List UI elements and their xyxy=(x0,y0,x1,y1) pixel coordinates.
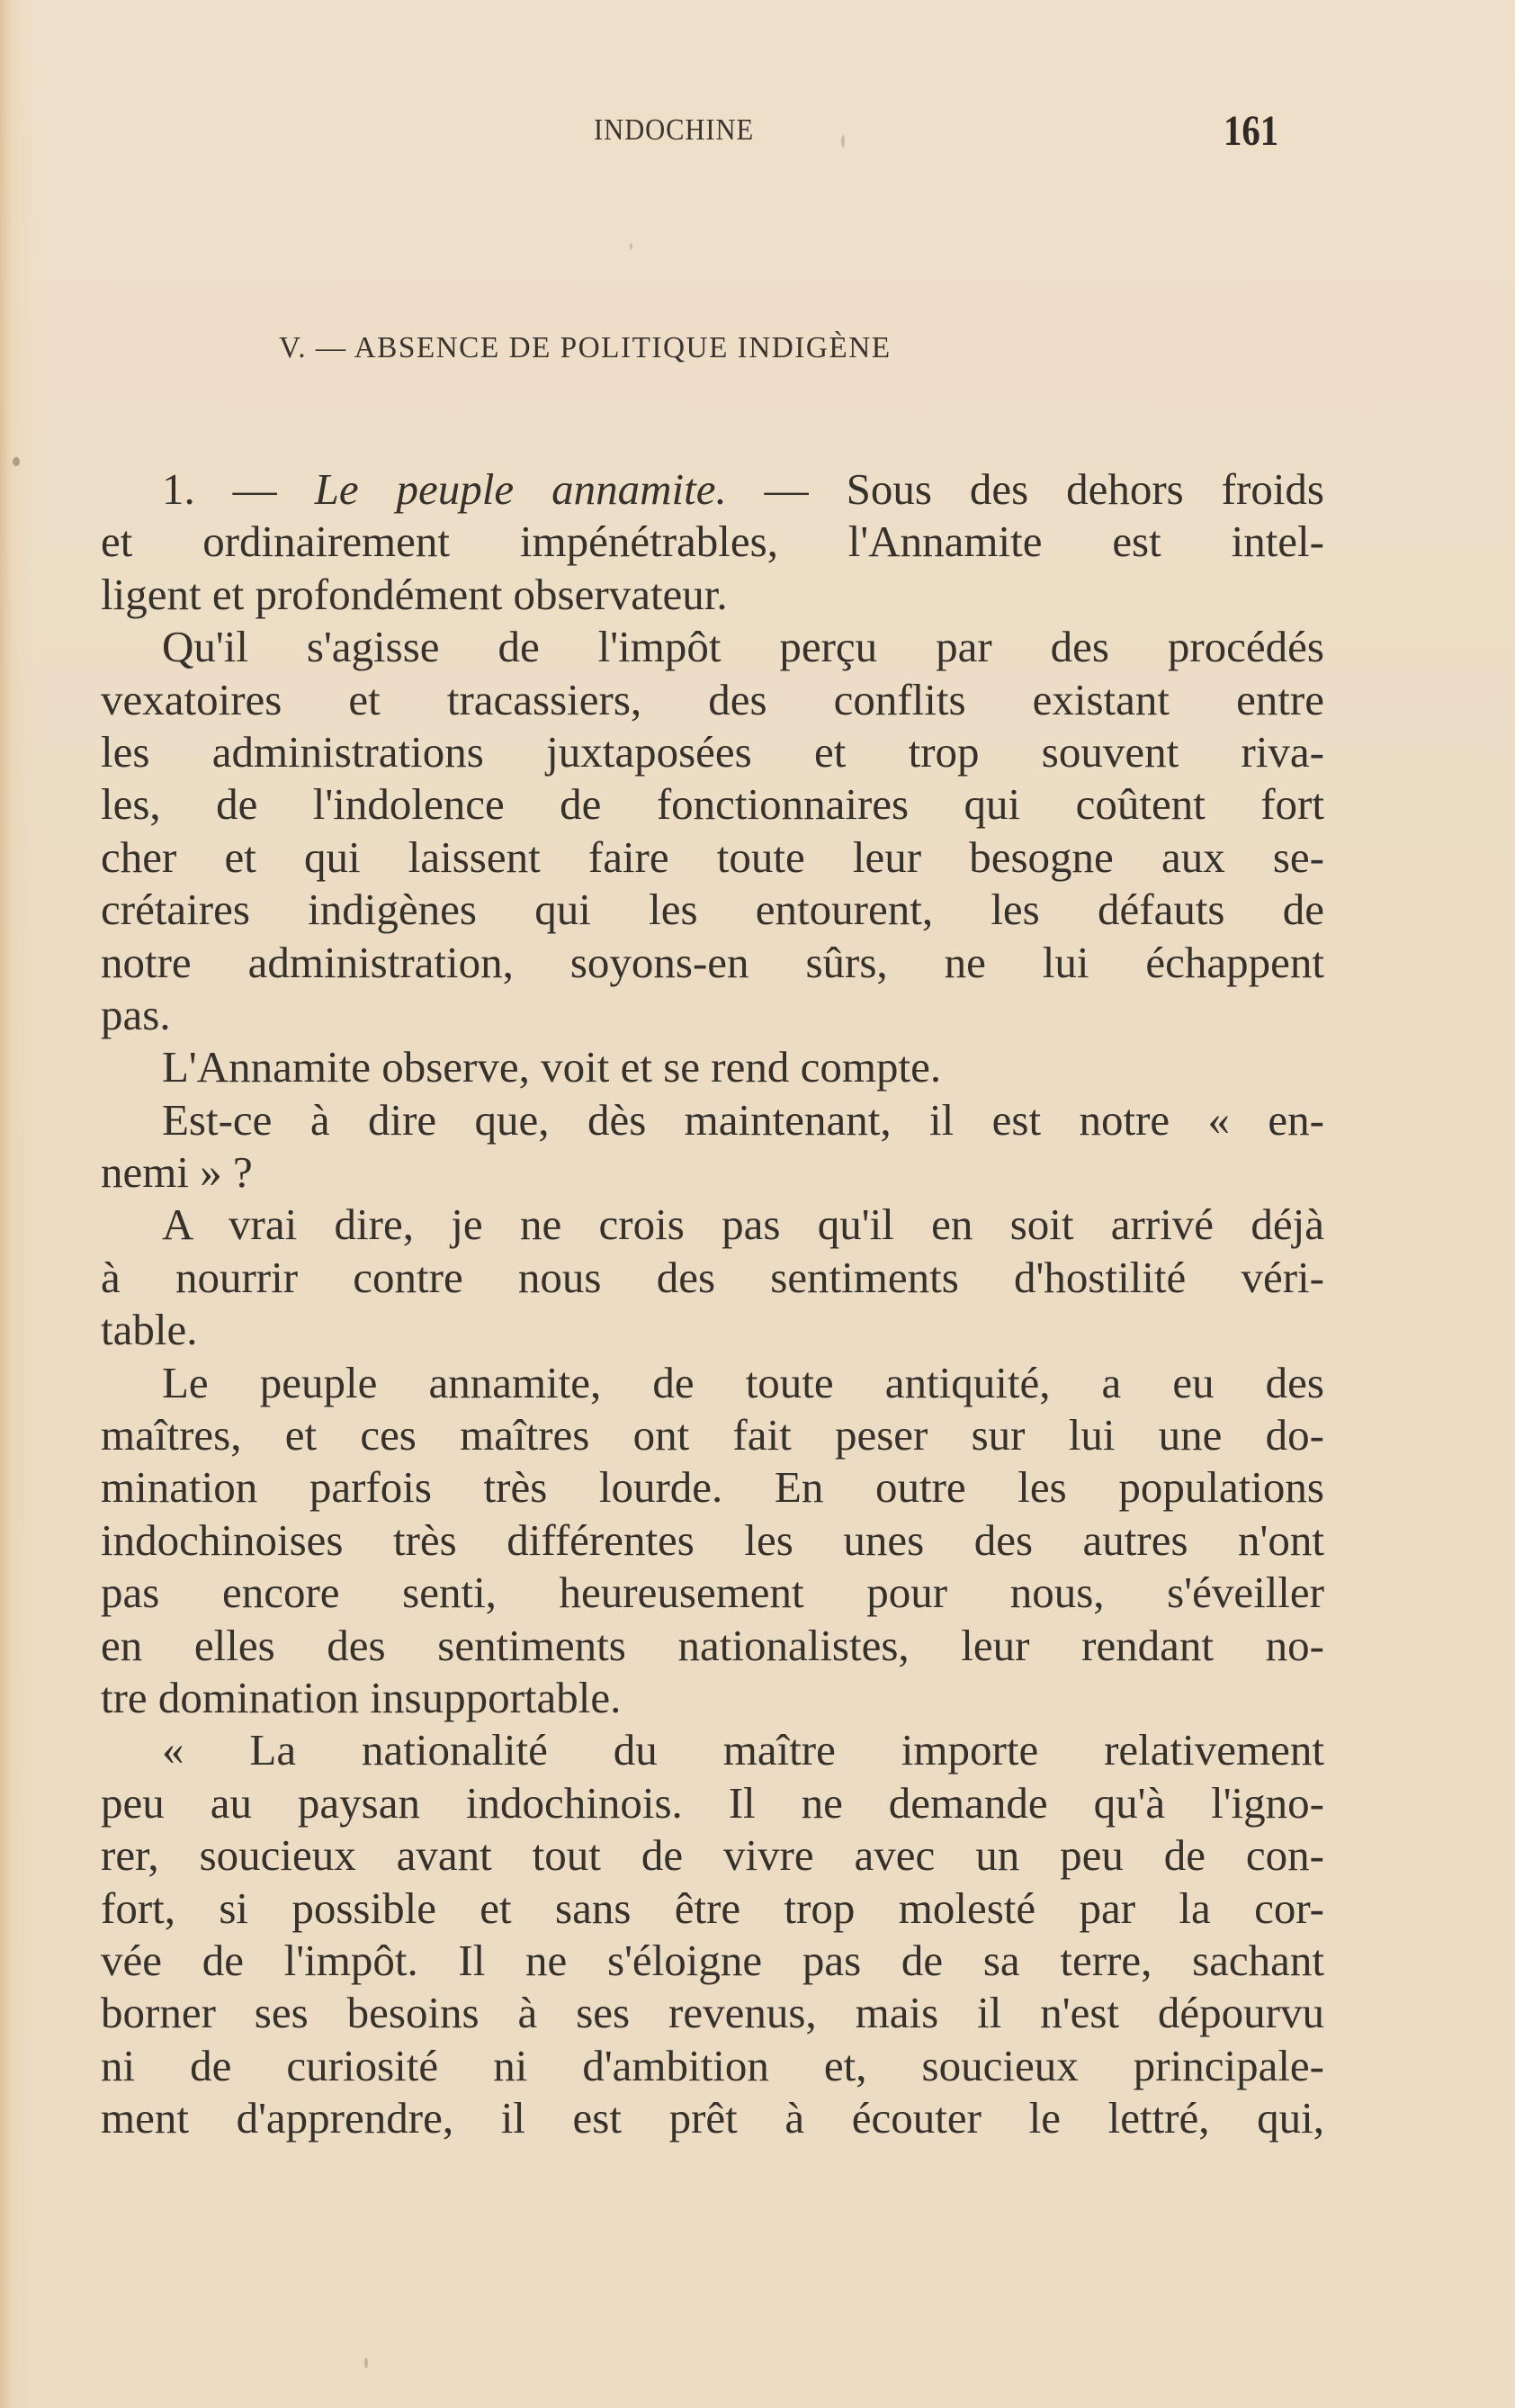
running-head xyxy=(0,106,1515,160)
text-line: en elles des sentiments nationalistes, leur rendant no- xyxy=(101,1620,1324,1670)
section-heading: V. — ABSENCE DE POLITIQUE INDIGÈNE xyxy=(279,331,892,364)
text-line: ment d'apprendre, il est prêt à écouter le lettré, qui, xyxy=(101,2093,1324,2143)
paper-speck xyxy=(364,2358,368,2368)
subsection-title: Le peuple annamite. xyxy=(314,464,727,514)
text-line: à nourrir contre nous des sentiments d'hostilité véri- xyxy=(101,1252,1324,1302)
text-line: rer, soucieux avant tout de vivre avec un peu de con- xyxy=(101,1830,1324,1881)
text-line: mination parfois très lourde. En outre les populations xyxy=(101,1462,1324,1513)
text-line: « La nationalité du maître importe relativement xyxy=(162,1725,1324,1775)
text-line: fort, si possible et sans être trop molesté par la cor- xyxy=(101,1882,1324,1933)
text-line: indochinoises très différentes les unes des autres n'ont xyxy=(101,1514,1324,1565)
text-line: Qu'il s'agisse de l'impôt perçu par des procédés xyxy=(162,622,1324,672)
page-number: 161 xyxy=(1224,107,1279,155)
text-line: pas encore senti, heureusement pour nous, s'éveiller xyxy=(101,1568,1324,1618)
text-line: Est-ce à dire que, dès maintenant, il est notre « en- xyxy=(162,1094,1324,1145)
text-line: vée de l'impôt. Il ne s'éloigne pas de sa terre, sachant xyxy=(101,1935,1324,1985)
text-line xyxy=(101,463,1324,516)
text-line: A vrai dire, je ne crois pas qu'il en soit arrivé déjà xyxy=(162,1200,1324,1250)
text-line: cher et qui laissent faire toute leur besogne aux se- xyxy=(101,831,1324,882)
text-line: peu au paysan indochinois. Il ne demande qu'à l'igno- xyxy=(101,1777,1324,1828)
text-line: tre domination insupportable. xyxy=(101,1672,622,1722)
text-line: les, de l'indolence de fonctionnaires qui coûtent fort xyxy=(101,779,1324,830)
text-line: crétaires indigènes qui les entourent, les défauts de xyxy=(101,885,1324,935)
paper-speck xyxy=(13,457,20,466)
paper-speck xyxy=(841,135,845,148)
body-text xyxy=(101,463,1324,2145)
text-line: L'Annamite observe, voit et se rend compte. xyxy=(162,1042,942,1092)
text-line: table. xyxy=(101,1305,198,1355)
text-line: notre administration, soyons-en sûrs, ne lui échappent xyxy=(101,937,1324,987)
text-line: vexatoires et tracassiers, des conflits existant entre xyxy=(101,674,1324,724)
running-head-title: INDOCHINE xyxy=(594,113,755,147)
text-line: pas. xyxy=(101,989,171,1039)
paper-speck xyxy=(630,243,632,250)
subsection-number: 1. — xyxy=(162,464,277,514)
text-line: les administrations juxtaposées et trop souvent riva- xyxy=(101,726,1324,777)
text-line: ligent et profondément observateur. xyxy=(101,569,728,619)
text-line: borner ses besoins à ses revenus, mais il n'est dépourvu xyxy=(101,1988,1324,2038)
text-line: Le peuple annamite, de toute antiquité, a eu des xyxy=(162,1357,1324,1407)
text-line: maîtres, et ces maîtres ont fait peser sur lui une do- xyxy=(101,1410,1324,1460)
text-line: ni de curiosité ni d'ambition et, soucieux principale- xyxy=(101,2040,1324,2090)
text-line: et ordinairement impénétrables, l'Annamite est intel- xyxy=(101,517,1324,567)
text-line-content: — Sous des dehors froids xyxy=(764,464,1325,514)
text-line: nemi » ? xyxy=(101,1147,253,1198)
